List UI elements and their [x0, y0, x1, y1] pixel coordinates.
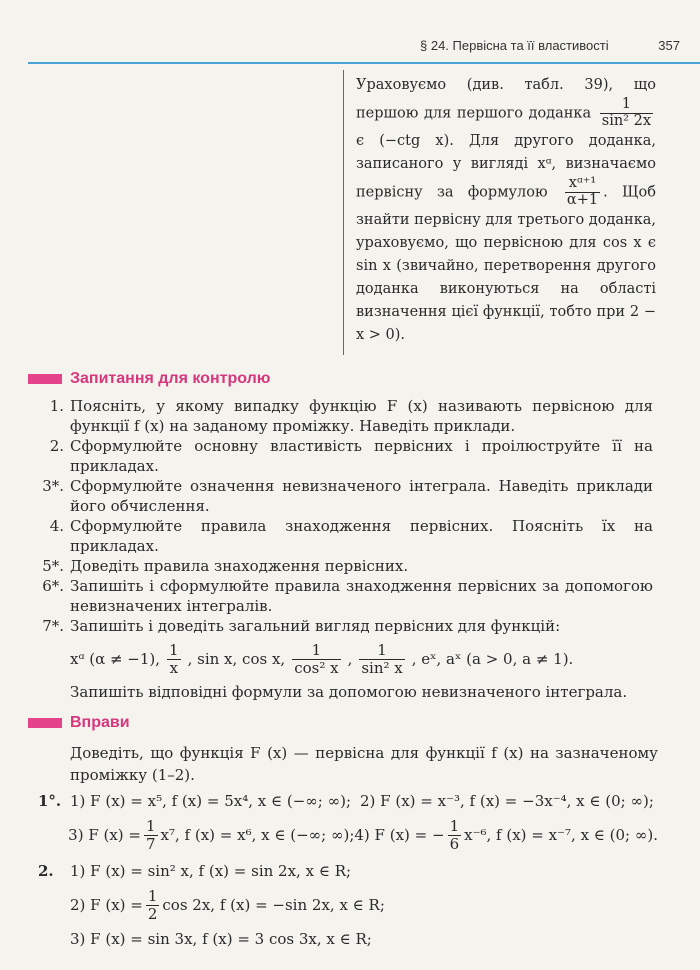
side-note-text-2: є (−ctg x). Для другого доданка, записаного у вигляді xᵅ, визначаємо первісну за формулою [356, 132, 656, 201]
side-note-text-1: Ураховуємо (див. табл. 39), що першою для першого доданка [356, 77, 656, 122]
fraction-1-over-sin2x: $\frac{1}{\text{sin² x}}$ [361, 641, 403, 677]
fraction-power-rule: $\frac{\text{xᵅ⁺¹}}{\alpha+1}$ [566, 174, 599, 208]
exercises-list [38, 742, 658, 950]
question-item: 7*. Запишіть і доведіть загальний вигляд первісних для функцій: [42, 617, 561, 635]
control-questions-list [38, 396, 653, 702]
control-questions-heading: Запитання для контролю [28, 370, 270, 388]
question-item: 6*. Запишіть і сформулюйте правила знаходження первісних за допомогою невизначених інтегралів. [42, 577, 653, 615]
side-note-rule [343, 70, 344, 355]
question-item: 4. Сформулюйте правила знаходження первісних. Поясніть їх на прикладах. [49, 517, 653, 555]
question-item: 3*. Сформулюйте означення невизначеного інтеграла. Наведіть приклади його обчислення. [42, 477, 653, 515]
question-item: 2. Сформулюйте основну властивість первісних і проілюструйте її на прикладах. [49, 437, 653, 475]
side-note-text-3: . Щоб знайти первісну для третього доданка, ураховуємо, що первісною для cos x є sin x (звичайно, перетворення другого доданка виконуються на області визначення цієї функції, тобто при 2 − x > 0). [356, 184, 657, 343]
fraction-1-over-cos2: $\frac{1}{\text{cos² x}}$ [294, 641, 339, 677]
exercise-2-row-a: 2. 1) F (x) = sin² x, f (x) = sin 2x, x ∈ R; [38, 862, 352, 880]
heading-marker [28, 718, 62, 728]
page-number: 357 [658, 38, 680, 53]
exercises-heading: Вправи [28, 714, 130, 732]
exercise-2-row-b: 2) F (x) = $\frac{1}{2}$ cos 2x, f (x) = −sin 2x, x ∈ R; [70, 887, 385, 923]
exercises-intro: Доведіть, що функція F (x) — первісна для функції f (x) на зазначеному проміжку (1–2). [70, 744, 658, 784]
fraction-1-over-x: $\frac{1}{x}$ [169, 641, 179, 677]
question-item: 5*. Доведіть правила знаходження первісних. [42, 557, 409, 575]
antiderivative-functions-formula: xᵅ (α ≠ −1), $\frac{1}{x}$ , sin x, cos x, $\frac{1}{\text{cos² x}}$ , $\frac{1}{\text{sin² x}}$ , eˣ, aˣ (a > 0, a ≠ 1). [70, 641, 574, 677]
header-rule [28, 62, 700, 64]
side-note [356, 74, 656, 347]
fraction-1-over-7: $\frac{1}{7}$ [146, 817, 156, 853]
exercise-2-row-c: 3) F (x) = sin 3x, f (x) = 3 cos 3x, x ∈ R; [70, 930, 372, 948]
fraction-1-over-6: $\frac{1}{6}$ [449, 817, 460, 853]
page-header [420, 38, 680, 53]
question-item: 1. Поясніть, у якому випадку функцію F (x) називають первісною для функції f (x) на заданому проміжку. Наведіть приклади. [49, 397, 653, 435]
fraction-1-over-2: $\frac{1}{2}$ [147, 887, 158, 923]
section-heading: § 24. Первісна та її властивості [420, 38, 609, 53]
fraction-1-over-sin2: $\frac{1}{\text{sin² 2x}}$ [601, 96, 651, 129]
heading-marker [28, 374, 62, 384]
closing-instruction: Запишіть відповідні формули за допомогою невизначеного інтеграла. [70, 683, 628, 701]
exercise-1-row-b: 3) F (x) = $\frac{1}{7}$ x⁷, f (x) = x⁶, x ∈ (−∞; ∞); 4) F (x) = − $\frac{1}{6}$ x⁻⁶, f (x) = x⁻⁷, x ∈ (0; ∞). [68, 817, 658, 853]
exercise-1-row-a: 1°. 1) F (x) = x⁵, f (x) = 5x⁴, x ∈ (−∞; ∞); 2) F (x) = x⁻³, f (x) = −3x⁻⁴, x ∈ (0; ∞); [38, 792, 654, 810]
